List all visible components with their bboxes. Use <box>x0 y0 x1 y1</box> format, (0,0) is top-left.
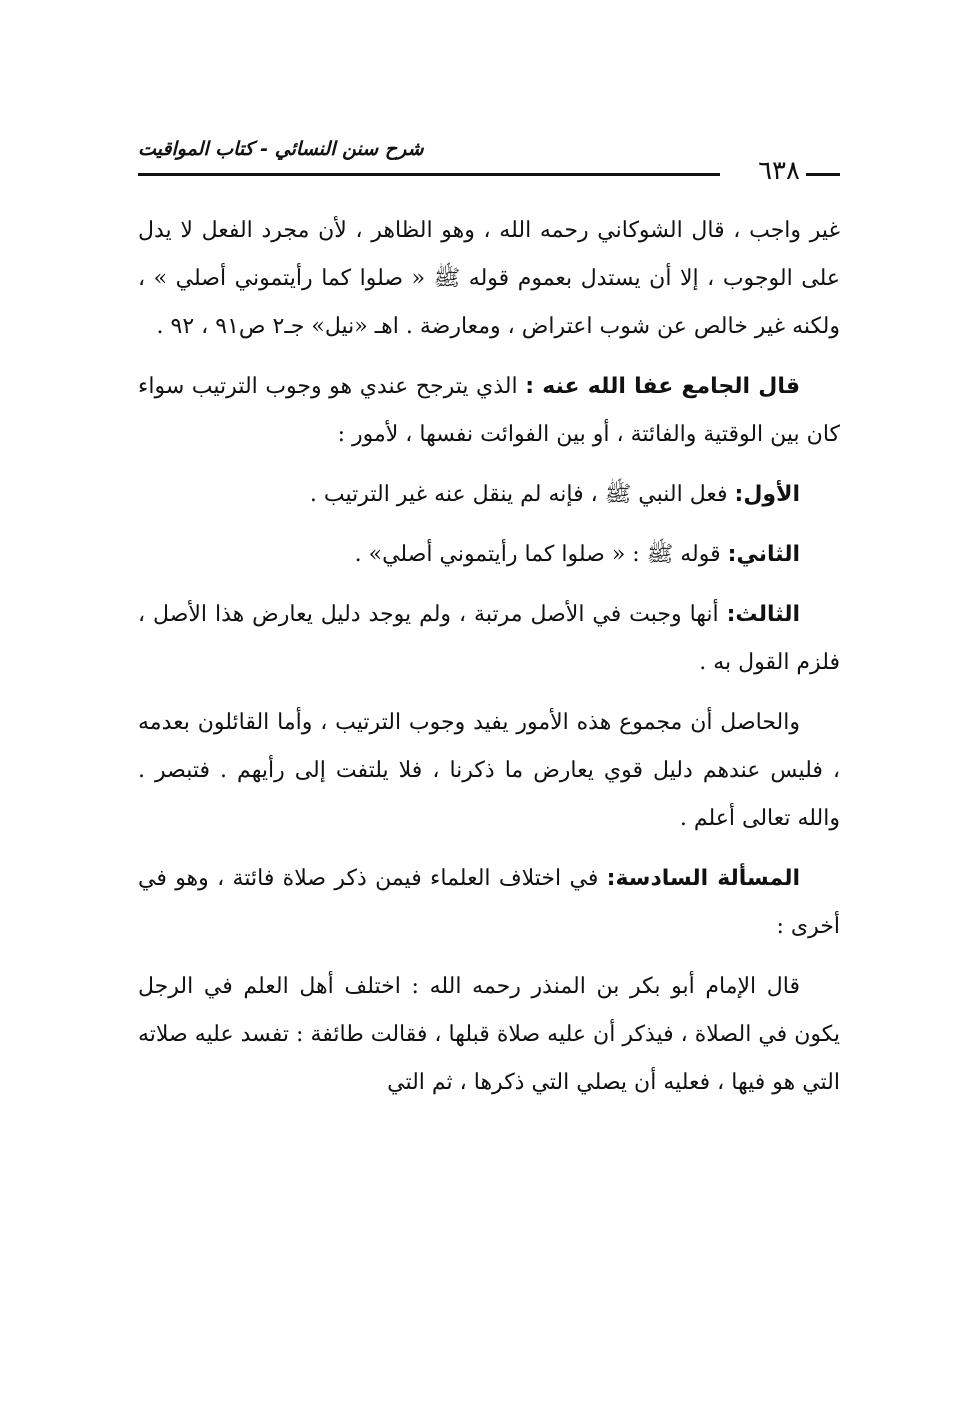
paragraph-conclusion <box>138 699 840 843</box>
paragraph-text: غير واجب ، قال الشوكاني رحمه الله ، وهو الظاهر ، لأن مجرد الفعل لا يدل على الوجوب ، إلا أن يستدل بعموم قوله ﷺ « صلوا كما رأيتموني أصلي » ، ولكنه غير خالص عن شوب اعتراض ، ومعارضة . اهـ «نيل» جـ٢ ص٩١ ، ٩٢ . <box>138 218 840 339</box>
paragraph-text: فعل النبي ﷺ ، فإنه لم ينقل عنه غير الترتيب . <box>309 482 735 507</box>
paragraph-text: الذي يترجح عندي هو وجوب الترتيب سواء كان بين الوقتية والفائتة ، أو بين الفوائت نفسها ، لأمور : <box>138 374 840 447</box>
page-number: ٦٣٨ <box>758 156 800 186</box>
paragraph-jami-opinion <box>138 363 840 459</box>
paragraph-text: قال الإمام أبو بكر بن المنذر رحمه الله : اختلف أهل العلم في الرجل يكون في الصلاة ، فيذكر أن عليه صلاة قبلها ، فقالت طائفة : تفسد عليه صلاته التي هو فيها ، فعليه أن يصلي التي ذكرها ، ثم التي <box>138 974 840 1095</box>
page-number-dash <box>806 173 840 176</box>
running-header-title: شرح سنن النسائي - كتاب المواقيت <box>138 138 424 160</box>
paragraph-lead: الثاني: <box>727 542 800 567</box>
paragraph-text: أنها وجبت في الأصل مرتبة ، ولم يوجد دليل يعارض هذا الأصل ، فلزم القول به . <box>138 602 840 675</box>
page-body <box>138 207 840 1119</box>
paragraph-ibn-almundhir <box>138 963 840 1107</box>
paragraph-reason-third <box>138 591 840 687</box>
paragraph-sixth-issue <box>138 855 840 951</box>
paragraph-lead: قال الجامع عفا الله عنه : <box>525 374 801 399</box>
header-rule <box>138 173 720 176</box>
paragraph-text: في اختلاف العلماء فيمن ذكر صلاة فائتة ، وهو في أخرى : <box>138 866 840 939</box>
paragraph-continuation <box>138 207 840 351</box>
running-header <box>138 130 840 186</box>
paragraph-text: قوله ﷺ : « صلوا كما رأيتموني أصلي» . <box>354 542 728 567</box>
paragraph-lead: المسألة السادسة: <box>606 866 800 891</box>
paragraph-lead: الثالث: <box>726 602 800 627</box>
paragraph-text: والحاصل أن مجموع هذه الأمور يفيد وجوب الترتيب ، وأما القائلون بعدمه ، فليس عندهم دليل قوي يعارض ما ذكرنا ، فلا يلتفت إلى رأيهم . فتبصر . والله تعالى أعلم . <box>138 710 840 831</box>
paragraph-reason-second <box>138 531 840 579</box>
paragraph-lead: الأول: <box>734 482 800 507</box>
paragraph-reason-first <box>138 471 840 519</box>
